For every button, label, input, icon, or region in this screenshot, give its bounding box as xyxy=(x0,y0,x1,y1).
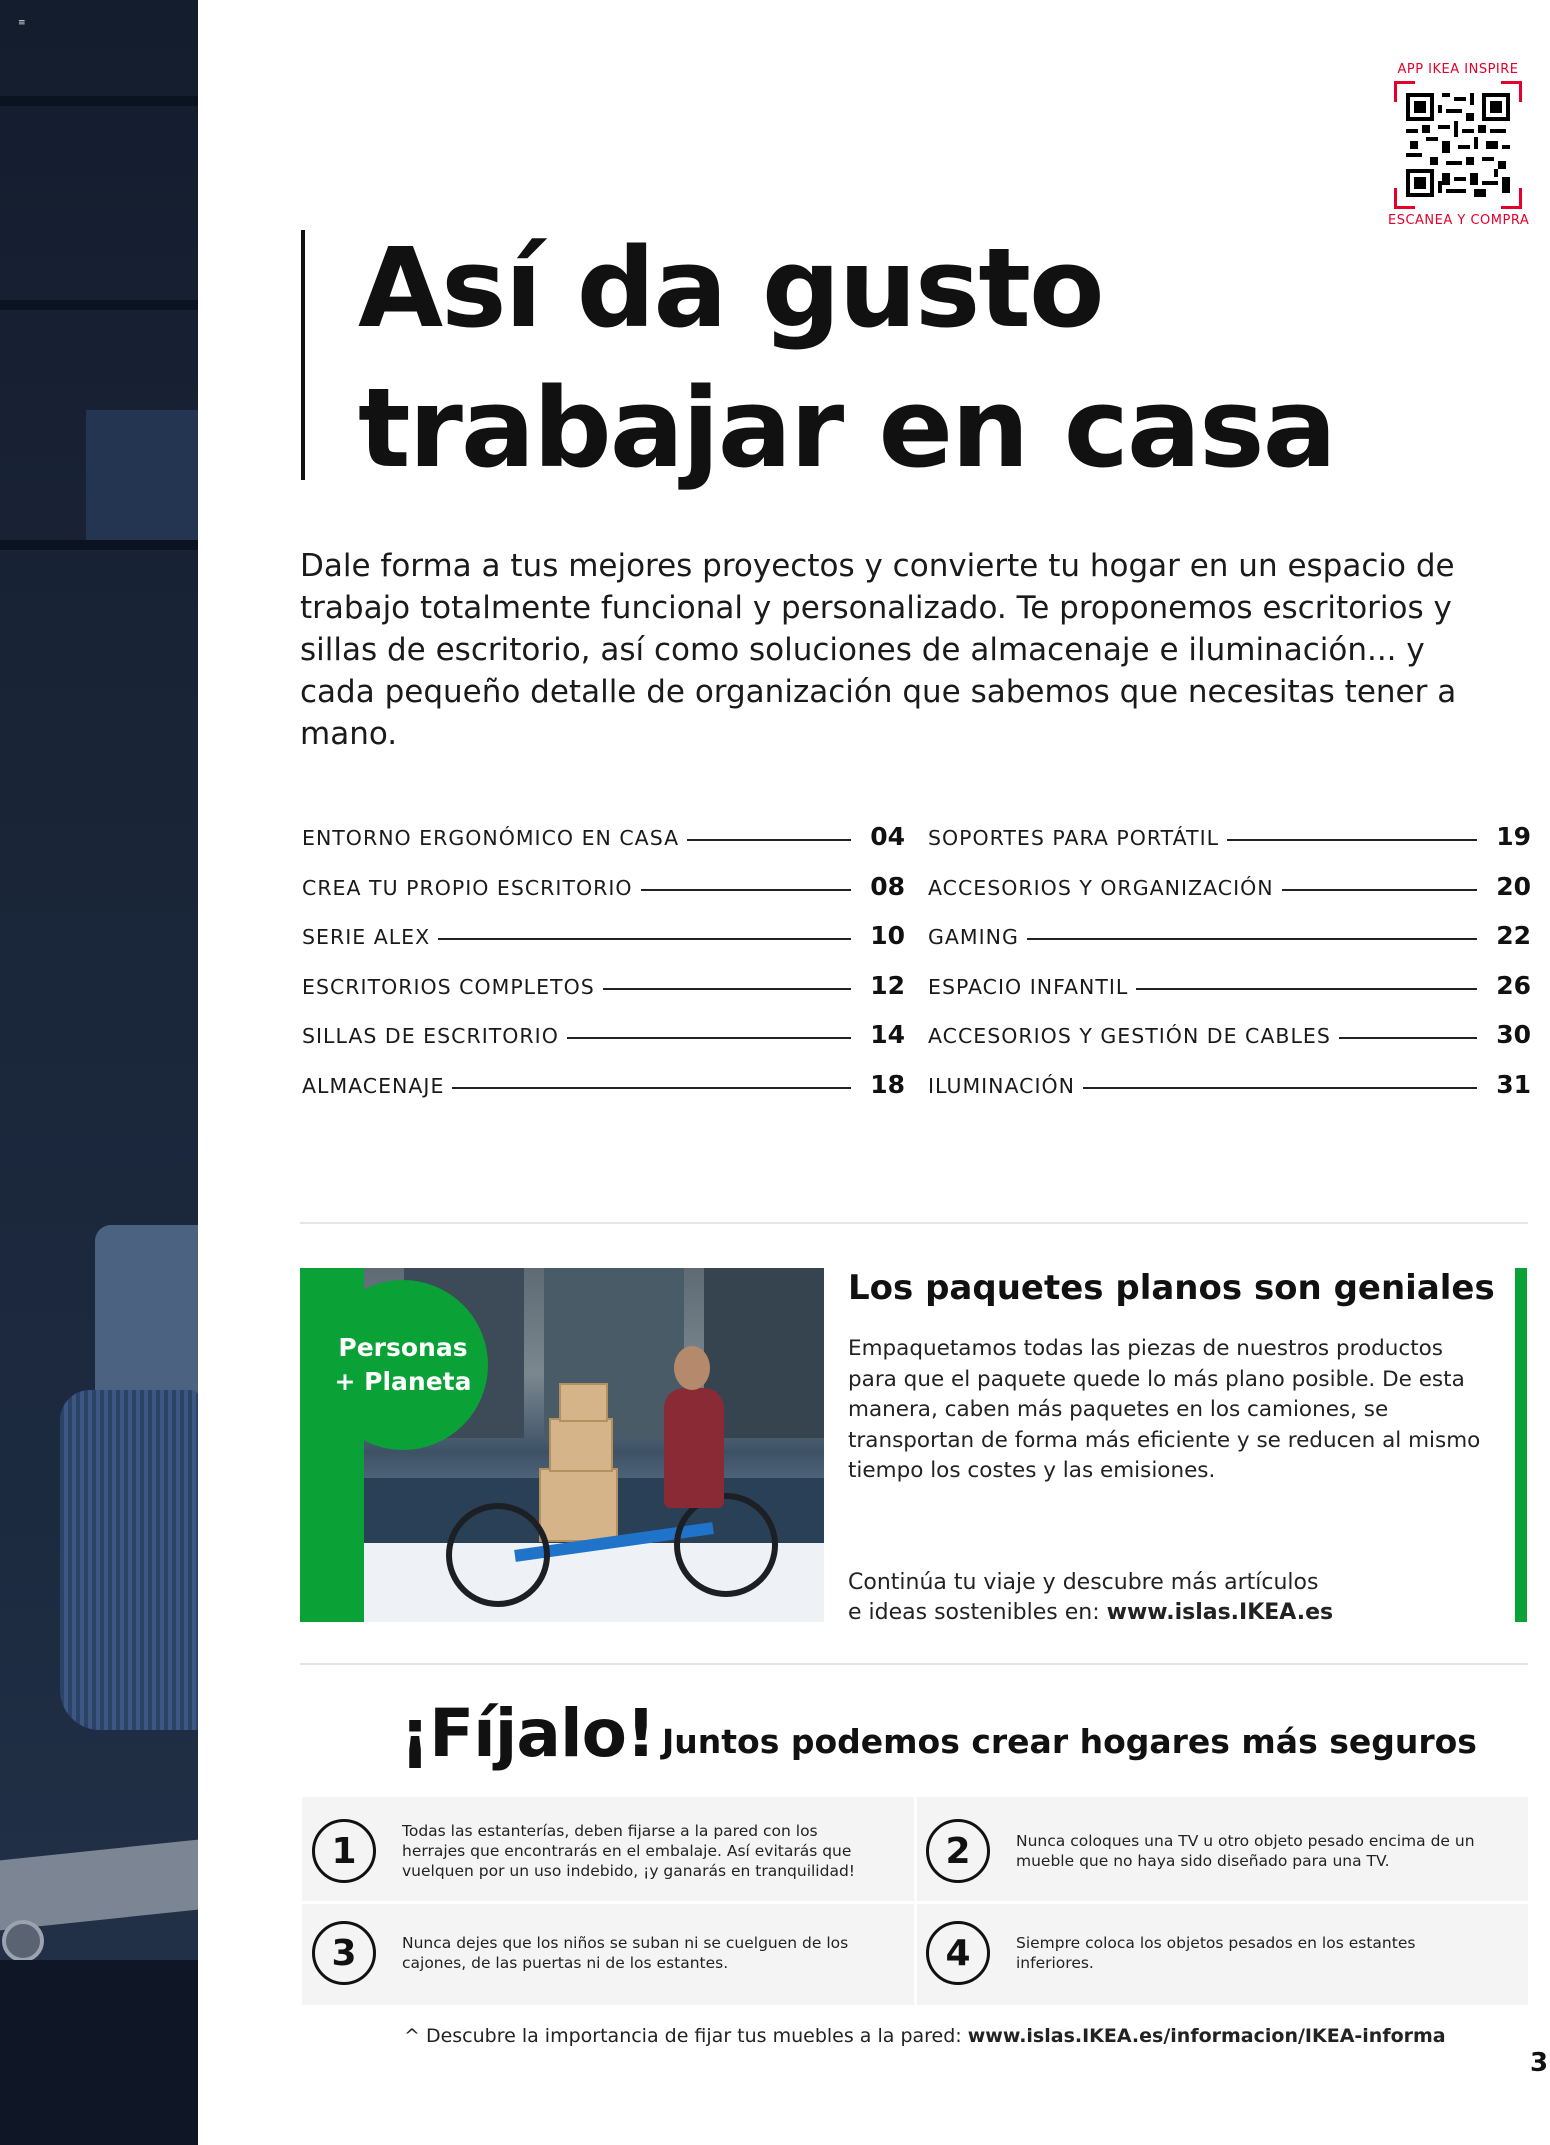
toc-entry[interactable] xyxy=(928,921,1531,971)
toc-entry[interactable] xyxy=(928,971,1531,1021)
toc-label: SOPORTES PARA PORTÁTIL xyxy=(928,826,1220,850)
toc-label: ESPACIO INFANTIL xyxy=(928,974,1129,999)
safety-title: ¡Fíjalo! xyxy=(400,1695,656,1772)
qr-bottom-label: ESCANEA Y COMPRA xyxy=(1388,213,1530,228)
toc-label: ALMACENAJE xyxy=(302,1073,445,1098)
personas-planeta-badge xyxy=(318,1280,488,1450)
toc-label: SILLAS DE ESCRITORIO xyxy=(302,1024,559,1048)
toc-page: 19 xyxy=(1496,822,1531,851)
toc-entry[interactable] xyxy=(928,822,1531,872)
toc-leader xyxy=(1282,889,1477,891)
toc-leader xyxy=(641,889,851,891)
toc-label: ACCESORIOS Y GESTIÓN DE CABLES xyxy=(928,1024,1331,1048)
safety-tips-panel xyxy=(302,1797,1528,2005)
qr-code-icon[interactable] xyxy=(1406,93,1510,197)
safety-footnote xyxy=(404,2025,1446,2047)
toc-leader xyxy=(452,1087,851,1089)
toc-leader xyxy=(1083,1087,1477,1089)
badge-line-2: + Planeta xyxy=(334,1367,472,1396)
toc-leader xyxy=(687,839,851,841)
toc-leader xyxy=(1136,988,1477,990)
tip-number: 4 xyxy=(926,1921,990,1985)
toc-entry[interactable] xyxy=(928,1020,1531,1070)
toc-leader xyxy=(1027,938,1477,940)
toc-page: 26 xyxy=(1496,970,1531,1000)
toc-page: 04 xyxy=(870,822,905,851)
toc-page: 22 xyxy=(1496,921,1531,950)
green-accent-right xyxy=(1515,1268,1527,1622)
section-divider xyxy=(300,1663,1528,1665)
toc-entry[interactable] xyxy=(302,971,905,1021)
intro-paragraph: Dale forma a tus mejores proyectos y convierte tu hogar en un espacio de trabajo totalmente funcional y personalizado. Te proponemos escritorios y sillas de escritorio, así como soluciones de almacenaje e iluminación... y cada pequeño detalle de organización que sabemos que necesitas tener a mano. xyxy=(300,548,1457,752)
sustainability-title: Los paquetes planos son geniales xyxy=(848,1268,1495,1308)
side-photo xyxy=(0,0,198,2145)
corner-mark: ≡ xyxy=(18,18,26,28)
toc-page: 08 xyxy=(870,871,905,901)
toc-entry[interactable] xyxy=(302,872,905,922)
toc-entry[interactable] xyxy=(928,872,1531,922)
toc-page: 10 xyxy=(870,921,905,950)
safety-tip xyxy=(926,1819,1486,1883)
toc-label: SERIE ALEX xyxy=(302,925,431,949)
toc-page: 14 xyxy=(870,1020,905,1049)
toc-entry[interactable] xyxy=(302,822,905,872)
safety-tip xyxy=(926,1921,1486,1985)
qr-frame xyxy=(1394,81,1522,209)
toc-label: GAMING xyxy=(928,925,1019,949)
tip-number: 2 xyxy=(926,1819,990,1883)
toc-page: 12 xyxy=(870,970,905,1000)
title-accent-bar xyxy=(301,230,305,480)
sustainability-body: Empaquetamos todas las piezas de nuestros productos para que el paquete quede lo más plano posible. De esta manera, caben más paquetes en los camiones, se transportan de forma más eficiente y se reducen al mismo tiempo los costes y las emisiones. xyxy=(848,1336,1481,1483)
toc-label: ESCRITORIOS COMPLETOS xyxy=(302,974,595,999)
tip-text: Todas las estanterías, deben fijarse a la pared con los herrajes que encontrarás en el embalaje. Así evitarás que vuelquen por un uso indebido, ¡y ganarás en tranquilidad! xyxy=(402,1822,855,1880)
toc-page: 18 xyxy=(870,1069,905,1099)
toc-right-column xyxy=(928,822,1531,1119)
tip-text: Nunca dejes que los niños se suban ni se cuelguen de los cajones, de las puertas ni de los estantes. xyxy=(402,1934,849,1972)
toc-entry[interactable] xyxy=(302,1020,905,1070)
footnote-text: ^ Descubre la importancia de fijar tus muebles a la pared: xyxy=(404,2025,968,2047)
safety-tip xyxy=(312,1819,872,1883)
toc-page: 30 xyxy=(1496,1020,1531,1049)
qr-block[interactable] xyxy=(1388,62,1528,237)
footer-line-2: e ideas sostenibles en: xyxy=(848,1600,1107,1625)
toc-leader xyxy=(1339,1037,1477,1039)
toc-label: ACCESORIOS Y ORGANIZACIÓN xyxy=(928,875,1274,900)
footer-line-1: Continúa tu viaje y descubre más artículos xyxy=(848,1570,1319,1595)
badge-line-1: Personas xyxy=(338,1333,468,1362)
safety-tip xyxy=(312,1921,872,1985)
toc-leader xyxy=(438,938,851,940)
title-line-2: trabajar en casa xyxy=(358,364,1335,492)
toc-leader xyxy=(603,988,851,990)
toc-entry[interactable] xyxy=(302,1070,905,1120)
title-line-1: Así da gusto xyxy=(358,224,1103,352)
toc-label: CREA TU PROPIO ESCRITORIO xyxy=(302,875,633,900)
toc-entry[interactable] xyxy=(928,1070,1531,1120)
toc-page: 31 xyxy=(1496,1069,1531,1099)
toc-label: ENTORNO ERGONÓMICO EN CASA xyxy=(302,826,680,850)
page-number: 3 xyxy=(1530,2048,1549,2078)
sustainability-link[interactable]: www.islas.IKEA.es xyxy=(1106,1600,1334,1625)
toc-leader xyxy=(1227,839,1477,841)
safety-subtitle: Juntos podemos crear hogares más seguros xyxy=(662,1722,1477,1761)
toc-left-column xyxy=(302,822,905,1119)
toc-leader xyxy=(567,1037,851,1039)
tip-text: Nunca coloques una TV u otro objeto pesado encima de un mueble que no haya sido diseñado para una TV. xyxy=(1016,1832,1475,1870)
toc-entry[interactable] xyxy=(302,921,905,971)
footnote-link[interactable]: www.islas.IKEA.es/informacion/IKEA-informa xyxy=(967,2025,1446,2047)
section-divider xyxy=(300,1222,1528,1224)
tip-text: Siempre coloca los objetos pesados en los estantes inferiores. xyxy=(1016,1934,1416,1972)
page-title xyxy=(358,218,1335,498)
qr-top-label: APP IKEA INSPIRE xyxy=(1397,62,1519,77)
toc-label: ILUMINACIÓN xyxy=(928,1073,1076,1098)
sustainability-footer xyxy=(848,1568,1498,1628)
tip-number: 1 xyxy=(312,1819,376,1883)
toc-page: 20 xyxy=(1496,871,1531,901)
tip-number: 3 xyxy=(312,1921,376,1985)
